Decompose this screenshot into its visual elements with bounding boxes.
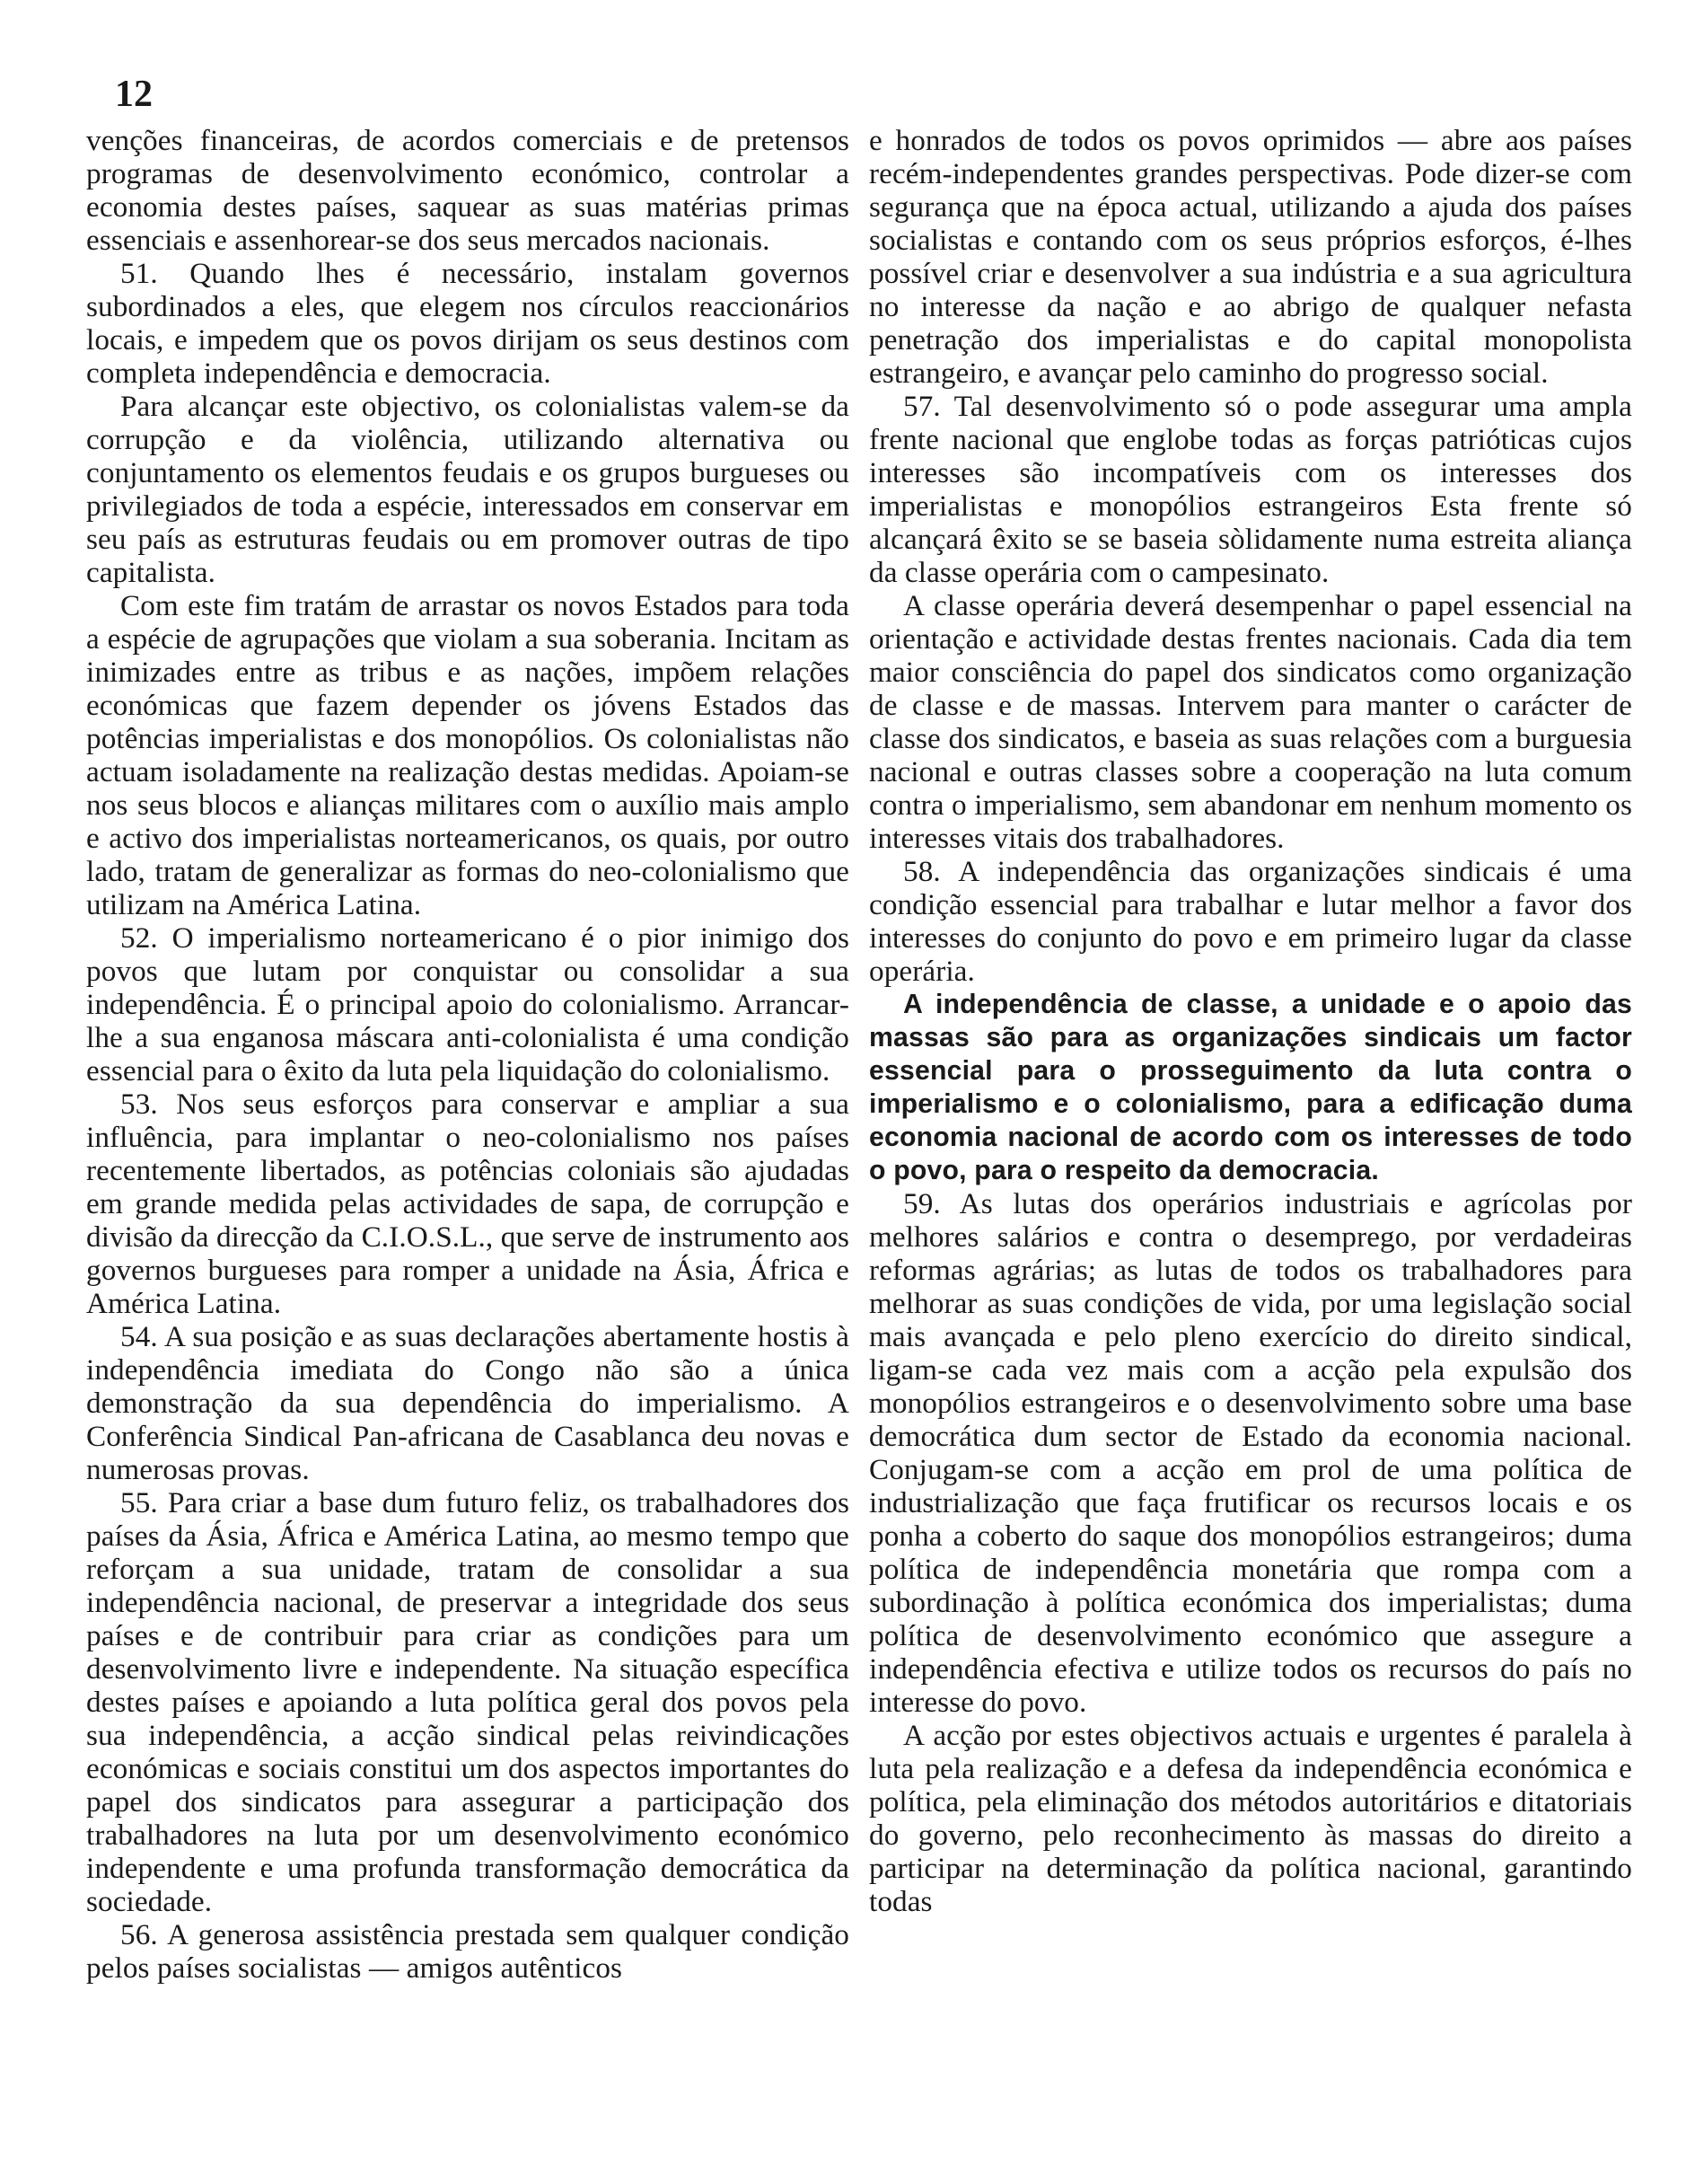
paragraph: Com este fim tratám de arrastar os novos Estados para toda a espécie de agrupações que violam a sua soberania. Incitam as inimizades entre as tribus e as nações, impõem relações económicas que fazem depender os jóvens Estados das potências imperialistas e dos monopólios. Os colonialistas não actuam isoladamente na realização destas medidas. Apoiam-se nos seus blocos e alianças militares com o auxílio mais amplo e activo dos imperialistas norteamericanos, os quais, por outro lado, tratam de generalizar as formas do neo-colonialismo que utilizam na América Latina. xyxy=(86,589,849,921)
paragraph: 57. Tal desenvolvimento só o pode assegurar uma ampla frente nacional que englobe todas as forças patrióticas cujos interesses são incompatíveis com os interesses dos imperialistas e monopólios estrangeiros Esta frente só alcançará êxito se se baseia sòlidamente numa estreita aliança da classe operária com o campesinato. xyxy=(869,390,1632,589)
paragraph: e honrados de todos os povos oprimidos — abre aos países recém-independentes grandes perspectivas. Pode dizer-se com segurança que na época actual, utilizando a ajuda dos países socialistas e contando com os seus próprios esforços, é-lhes possível criar e desenvolver a sua indústria e a sua agricultura no interesse da nação e ao abrigo de qualquer nefasta penetração dos imperialistas e do capital monopolista estrangeiro, e avançar pelo caminho do progresso social. xyxy=(869,124,1632,390)
paragraph: A acção por estes objectivos actuais e urgentes é paralela à luta pela realização e a defesa da independência económica e política, pela eliminação dos métodos autoritários e ditatoriais do governo, pelo reconhecimento às massas do direito a participar na determinação da política nacional, garantindo todas xyxy=(869,1719,1632,1918)
paragraph: 56. A generosa assistência prestada sem qualquer condição pelos países socialistas — amigos autênticos xyxy=(86,1918,849,1985)
paragraph: 58. A independência das organizações sindicais é uma condição essencial para trabalhar e lutar melhor a favor dos interesses do conjunto do povo e em primeiro lugar da classe operária. xyxy=(869,855,1632,988)
paragraph: venções financeiras, de acordos comerciais e de pretensos programas de desenvolvimento económico, controlar a economia destes países, saquear as suas matérias primas essenciais e assenhorear-se dos seus mercados nacionais. xyxy=(86,124,849,257)
paragraph: Para alcançar este objectivo, os colonialistas valem-se da corrupção e da violência, utilizando alternativa ou conjuntamento os elementos feudais e os grupos burgueses ou privilegiados de toda a espécie, interessados em conservar em seu país as estruturas feudais ou em promover outras de tipo capitalista. xyxy=(86,390,849,589)
paragraph: A classe operária deverá desempenhar o papel essencial na orientação e actividade destas frentes nacionais. Cada dia tem maior consciência do papel dos sindicatos como organização de classe e de massas. Intervem para manter o carácter de classe dos sindicatos, e baseia as suas relações com a burguesia nacional e outras classes sobre a cooperação na luta comum contra o imperialismo, sem abandonar em nenhum momento os interesses vitais dos trabalhadores. xyxy=(869,589,1632,855)
paragraph: 52. O imperialismo norteamericano é o pior inimigo dos povos que lutam por conquistar ou consolidar a sua independência. É o principal apoio do colonialismo. Arrancar-lhe a sua enganosa máscara anti-colonialista é uma condição essencial para o êxito da luta pela liquidação do colonialismo. xyxy=(86,921,849,1088)
paragraph: 53. Nos seus esforços para conservar e ampliar a sua influência, para implantar o neo-colonialismo nos países recentemente libertados, as potências coloniais são ajudadas em grande medida pelas actividades de sapa, de corrupção e divisão da direcção da C.I.O.S.L., que serve de instrumento aos governos burgueses para romper a unidade na Ásia, África e América Latina. xyxy=(86,1088,849,1320)
bold-statement: A independência de classe, a unidade e o apoio das massas são para as organizações sindicais um factor essencial para o prosseguimento da luta contra o imperialismo e o colonialismo, para a edificação duma economia nacional de acordo com os interesses de todo o povo, para o respeito da democracia. xyxy=(869,990,1632,1185)
paragraph: 55. Para criar a base dum futuro feliz, os trabalhadores dos países da Ásia, África e América Latina, ao mesmo tempo que reforçam a sua unidade, tratam de consolidar a sua independência nacional, de preservar a integridade dos seus países e de contribuir para criar as condições para um desenvolvimento livre e independente. Na situação específica destes países e apoiando a luta política geral dos povos pela sua independência, a acção sindical pelas reivindicações económicas e sociais constitui um dos aspectos importantes do papel dos sindicatos para assegurar a participação dos trabalhadores na luta por um desenvolvimento económico independente e uma profunda transformação democrática da sociedade. xyxy=(86,1486,849,1918)
paragraph: 51. Quando lhes é necessário, instalam governos subordinados a eles, que elegem nos círculos reaccionários locais, e impedem que os povos dirijam os seus destinos com completa independência e democracia. xyxy=(86,257,849,390)
right-column xyxy=(869,124,1632,1918)
left-column xyxy=(86,124,849,1985)
page-number: 12 xyxy=(115,74,153,115)
paragraph: 54. A sua posição e as suas declarações abertamente hostis à independência imediata do Congo não são a única demonstração da sua dependência do imperialismo. A Conferência Sindical Pan-africana de Casablanca deu novas e numerosas provas. xyxy=(86,1320,849,1486)
paragraph: 59. As lutas dos operários industriais e agrícolas por melhores salários e contra o desemprego, por verdadeiras reformas agrárias; as lutas de todos os trabalhadores para melhorar as suas condições de vida, por uma legislação social mais avançada e pelo pleno exercício do direito sindical, ligam-se cada vez mais com a acção pela expulsão dos monopólios estrangeiros e o desenvolvimento sobre uma base democrática dum sector de Estado da economia nacional. Conjugam-se com a acção em prol de uma política de industrialização que faça frutificar os recursos locais e os ponha a coberto do saque dos monopólios estrangeiros; duma política de independência monetária que rompa com a subordinação à política económica dos imperialistas; duma política de desenvolvimento económico que assegure a independência efectiva e utilize todos os recursos do país no interesse do povo. xyxy=(869,1187,1632,1719)
